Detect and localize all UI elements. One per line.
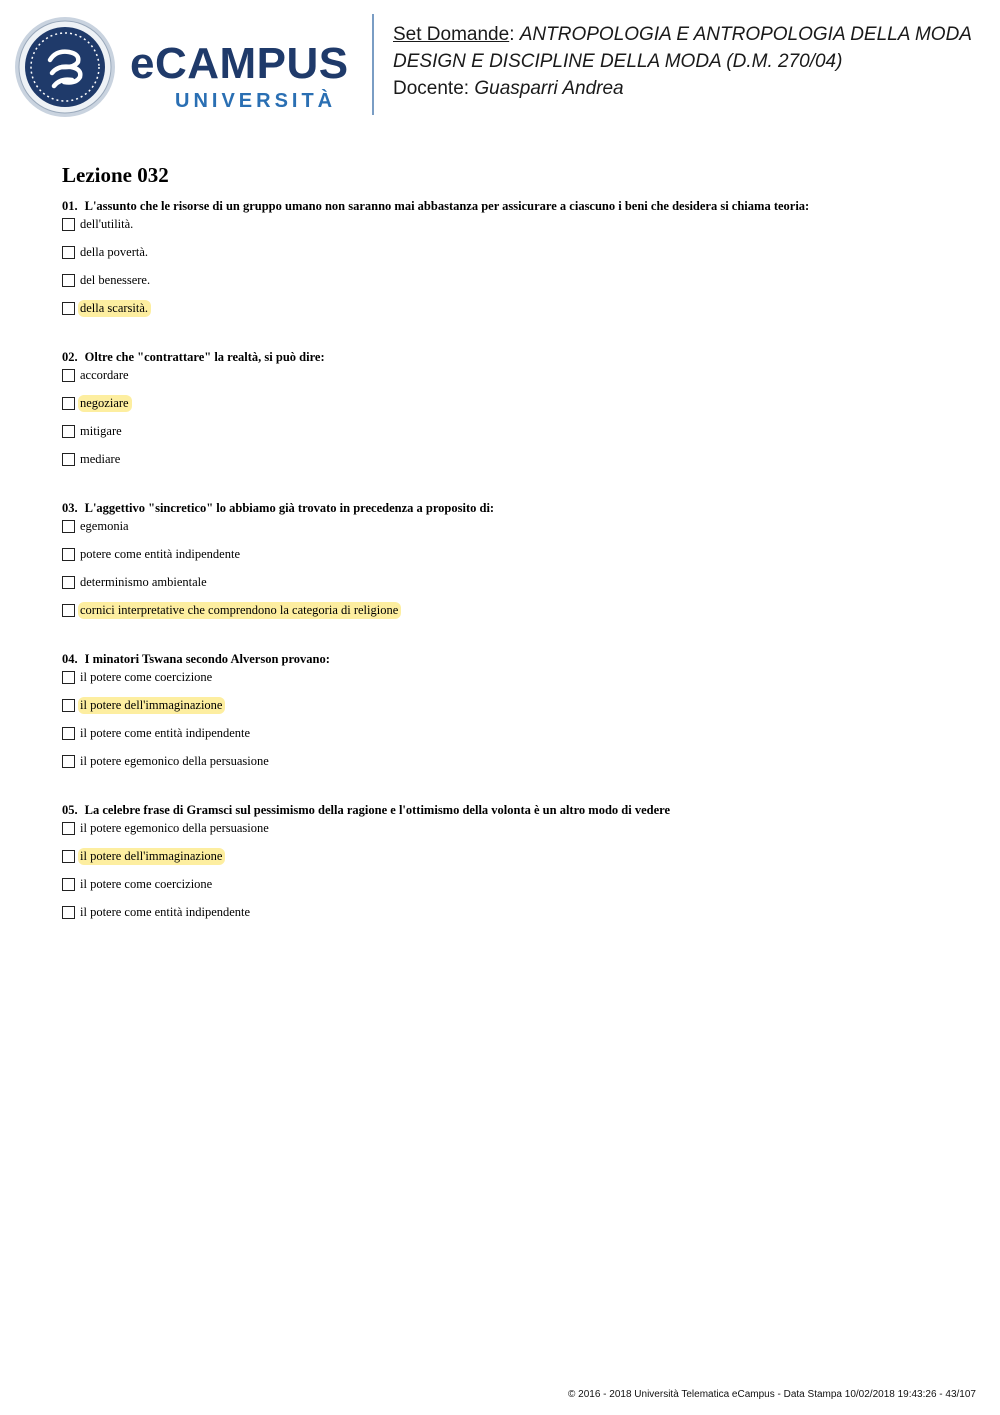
checkbox[interactable] (62, 218, 75, 231)
question-text (62, 651, 962, 667)
answer-option[interactable] (62, 242, 962, 270)
question-4 (62, 651, 962, 779)
checkbox[interactable] (62, 520, 75, 533)
set-line: Set Domande: ANTROPOLOGIA E ANTROPOLOGIA DELLA MODA (393, 24, 972, 45)
ecampus-logo (14, 14, 359, 118)
checkbox[interactable] (62, 548, 75, 561)
option-label: della scarsità. (78, 300, 151, 317)
option-label: il potere come entità indipendente (80, 726, 251, 740)
checkbox[interactable] (62, 850, 75, 863)
teacher-line: Docente: Guasparri Andrea (393, 78, 624, 99)
option-label: mitigare (80, 424, 122, 438)
question-text (62, 500, 962, 516)
question-prompt: La celebre frase di Gramsci sul pessimismo della ragione e l'ottimismo della volonta è un altro modo di vedere (84, 803, 670, 817)
option-label: il potere come entità indipendente (80, 905, 251, 919)
option-label: dell'utilità. (80, 217, 134, 231)
answer-option-highlighted[interactable] (62, 600, 962, 628)
question-number: 04. (62, 652, 78, 666)
answer-option-highlighted[interactable] (62, 298, 962, 326)
answer-option-highlighted[interactable] (62, 695, 962, 723)
answer-option[interactable] (62, 572, 962, 600)
answer-option[interactable] (62, 214, 962, 242)
brand-name: eCAMPUS (130, 39, 349, 88)
checkbox[interactable] (62, 878, 75, 891)
checkbox[interactable] (62, 671, 75, 684)
answer-option[interactable] (62, 270, 962, 298)
page-footer: © 2016 - 2018 Università Telematica eCampus - Data Stampa 10/02/2018 19:43:26 - 43/107 (568, 1389, 976, 1400)
option-label: della povertà. (80, 245, 149, 259)
option-label: egemonia (80, 519, 129, 533)
set-title-line1: ANTROPOLOGIA E ANTROPOLOGIA DELLA MODA (519, 24, 972, 45)
answer-option[interactable] (62, 421, 962, 449)
question-1 (62, 198, 962, 326)
checkbox[interactable] (62, 302, 75, 315)
option-label: il potere come coercizione (80, 670, 213, 684)
checkbox[interactable] (62, 397, 75, 410)
question-2 (62, 349, 962, 477)
checkbox[interactable] (62, 453, 75, 466)
option-label: accordare (80, 368, 129, 382)
option-label: del benessere. (80, 273, 151, 287)
lesson-title: Lezione 032 (62, 163, 169, 187)
answer-option[interactable] (62, 516, 962, 544)
answer-option[interactable] (62, 902, 962, 930)
set-title-line2: DESIGN E DISCIPLINE DELLA MODA (D.M. 270/04) (393, 51, 843, 72)
brand-subtitle: UNIVERSITÀ (175, 90, 337, 112)
question-prompt: I minatori Tswana secondo Alverson provano: (84, 652, 330, 666)
question-number: 01. (62, 199, 78, 213)
question-prompt: L'assunto che le risorse di un gruppo umano non saranno mai abbastanza per assicurare a ciascuno i beni che desidera si chiama teoria: (84, 199, 810, 213)
answer-option[interactable] (62, 667, 962, 695)
question-number: 02. (62, 350, 78, 364)
set-label: Set Domande (393, 24, 510, 45)
teacher-label: Docente (393, 78, 464, 99)
option-label: cornici interpretative che comprendono la categoria di religione (78, 602, 401, 619)
question-number: 05. (62, 803, 78, 817)
option-label: il potere egemonico della persuasione (80, 821, 269, 835)
option-label: il potere egemonico della persuasione (80, 754, 269, 768)
checkbox[interactable] (62, 699, 75, 712)
answer-option[interactable] (62, 818, 962, 846)
answer-option[interactable] (62, 449, 962, 477)
option-label: il potere dell'immaginazione (78, 697, 225, 714)
option-label: il potere dell'immaginazione (78, 848, 225, 865)
question-text (62, 198, 962, 214)
checkbox[interactable] (62, 822, 75, 835)
answer-option[interactable] (62, 751, 962, 779)
question-prompt: L'aggettivo "sincretico" lo abbiamo già trovato in precedenza a proposito di: (84, 501, 495, 515)
checkbox[interactable] (62, 576, 75, 589)
checkbox[interactable] (62, 274, 75, 287)
teacher-name: Guasparri Andrea (474, 78, 624, 99)
answer-option[interactable] (62, 365, 962, 393)
option-label: il potere come coercizione (80, 877, 213, 891)
question-prompt: Oltre che "contrattare" la realtà, si può dire: (84, 350, 325, 364)
answer-option[interactable] (62, 723, 962, 751)
answer-option[interactable] (62, 544, 962, 572)
checkbox[interactable] (62, 246, 75, 259)
checkbox[interactable] (62, 727, 75, 740)
checkbox[interactable] (62, 369, 75, 382)
checkbox[interactable] (62, 755, 75, 768)
answer-option-highlighted[interactable] (62, 846, 962, 874)
question-5 (62, 802, 962, 930)
university-seal-icon (14, 16, 116, 118)
header-divider (372, 14, 374, 115)
answer-option[interactable] (62, 874, 962, 902)
question-number: 03. (62, 501, 78, 515)
option-label: mediare (80, 452, 121, 466)
question-text (62, 802, 962, 818)
question-text (62, 349, 962, 365)
question-3 (62, 500, 962, 628)
checkbox[interactable] (62, 604, 75, 617)
set-line-2 (393, 48, 993, 75)
answer-option-highlighted[interactable] (62, 393, 962, 421)
checkbox[interactable] (62, 906, 75, 919)
checkbox[interactable] (62, 425, 75, 438)
option-label: potere come entità indipendente (80, 547, 241, 561)
option-label: negoziare (78, 395, 132, 412)
header-info (393, 21, 993, 102)
option-label: determinismo ambientale (80, 575, 207, 589)
